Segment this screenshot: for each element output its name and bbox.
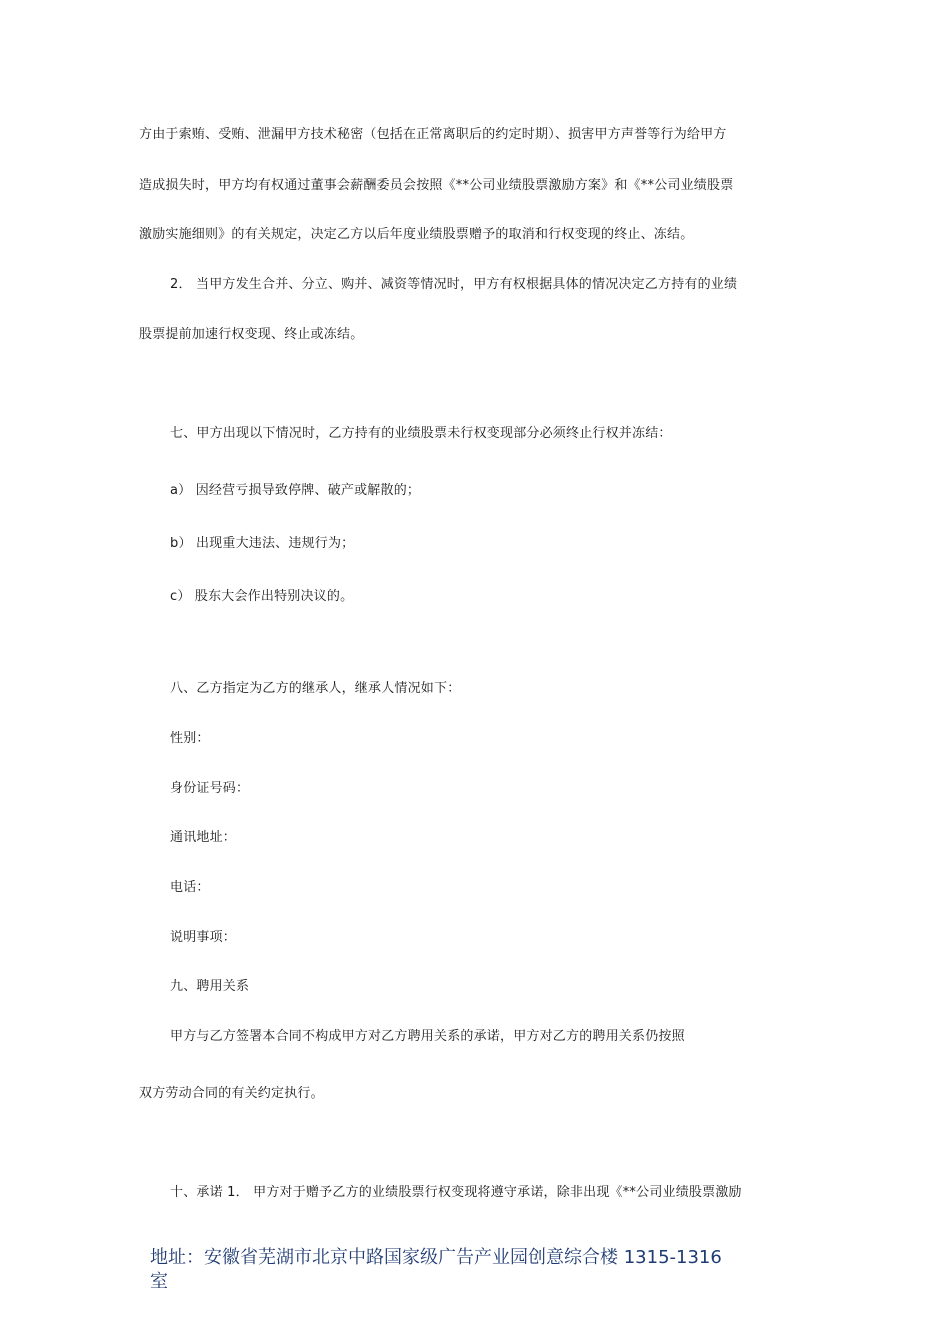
list-item: b） 出现重大违法、违规行为； — [170, 536, 355, 551]
section-heading-8: 八、乙方指定为乙方的继承人，继承人情况如下： — [170, 681, 461, 696]
paragraph-line: 双方劳动合同的有关约定执行。 — [139, 1086, 324, 1101]
paragraph-line: 激励实施细则》的有关规定，决定乙方以后年度业绩股票赠予的取消和行权变现的终止、冻结。 — [139, 227, 694, 242]
footer-address-line: 室 — [150, 1271, 168, 1292]
field-label-notes: 说明事项： — [170, 930, 237, 945]
clause-item-2: 2． 当甲方发生合并、分立、购并、减资等情况时，甲方有权根据具体的情况决定乙方持有的业绩 — [170, 277, 738, 292]
section-heading-9: 九、聘用关系 — [170, 979, 250, 994]
section-heading-10: 十、承诺 1． 甲方对于赠予乙方的业绩股票行权变现将遵守承诺，除非出现《**公司业绩股票激励 — [170, 1185, 742, 1200]
paragraph-line: 造成损失时，甲方均有权通过董事会薪酬委员会按照《**公司业绩股票激励方案》和《**公司业绩股票 — [139, 178, 734, 193]
field-label-phone: 电话： — [170, 880, 210, 895]
list-item: c） 股东大会作出特别决议的。 — [170, 589, 354, 604]
section-heading-7: 七、甲方出现以下情况时，乙方持有的业绩股票未行权变现部分必须终止行权并冻结： — [170, 426, 672, 441]
paragraph-line: 股票提前加速行权变现、终止或冻结。 — [139, 327, 364, 342]
paragraph-line: 方由于索贿、受贿、泄漏甲方技术秘密（包括在正常离职后的约定时期）、损害甲方声誉等行为给甲方 — [139, 127, 727, 142]
field-label-gender: 性别： — [170, 731, 210, 746]
footer-address-line: 地址：安徽省芜湖市北京中路国家级广告产业园创意综合楼 1315-1316 — [150, 1247, 722, 1268]
paragraph-line: 甲方与乙方签署本合同不构成甲方对乙方聘用关系的承诺，甲方对乙方的聘用关系仍按照 — [170, 1029, 685, 1044]
field-label-address: 通讯地址： — [170, 830, 237, 845]
field-label-id-number: 身份证号码： — [170, 781, 250, 796]
footer-address — [150, 1246, 770, 1294]
list-item: a） 因经营亏损导致停牌、破产或解散的； — [170, 483, 421, 498]
